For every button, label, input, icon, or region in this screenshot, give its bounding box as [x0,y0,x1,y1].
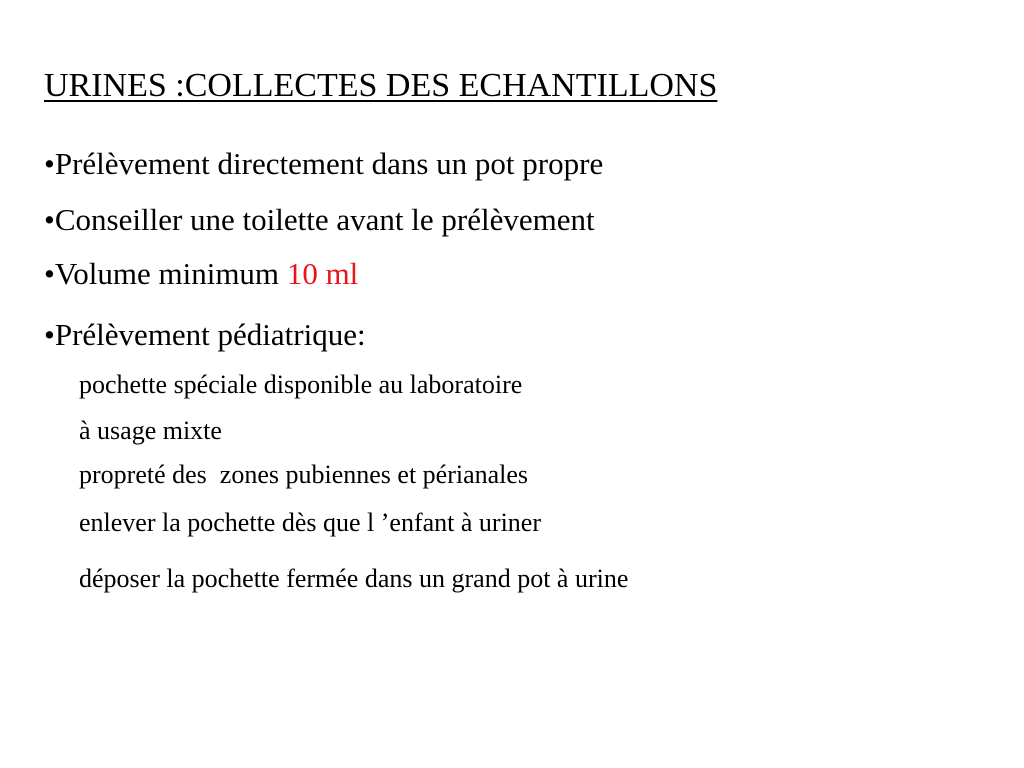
sub-item: à usage mixte [79,416,222,445]
sub-item: pochette spéciale disponible au laboratoire [79,370,523,399]
volume-value-highlight: 10 ml [286,256,359,291]
bullet-item-volume [44,256,358,292]
bullet-marker: • [44,146,55,181]
bullet-item-pediatric [44,317,366,353]
bullet-text: Conseiller une toilette avant le prélèvement [54,202,595,237]
sub-item: enlever la pochette dès que l ’enfant à uriner [79,508,541,537]
sub-item: déposer la pochette fermée dans un grand pot à urine [79,564,629,593]
slide-title: URINES :COLLECTES DES ECHANTILLONS [44,67,718,104]
bullet-marker: • [44,202,55,237]
bullet-text: Prélèvement directement dans un pot propre [54,146,604,181]
bullet-item [44,146,603,182]
bullet-marker: • [44,256,55,291]
sub-item: propreté des zones pubiennes et périanales [79,460,529,489]
bullet-text: Prélèvement pédiatrique: [54,317,366,352]
bullet-item [44,202,595,238]
bullet-marker: • [44,317,55,352]
bullet-text: Volume minimum [54,256,287,291]
